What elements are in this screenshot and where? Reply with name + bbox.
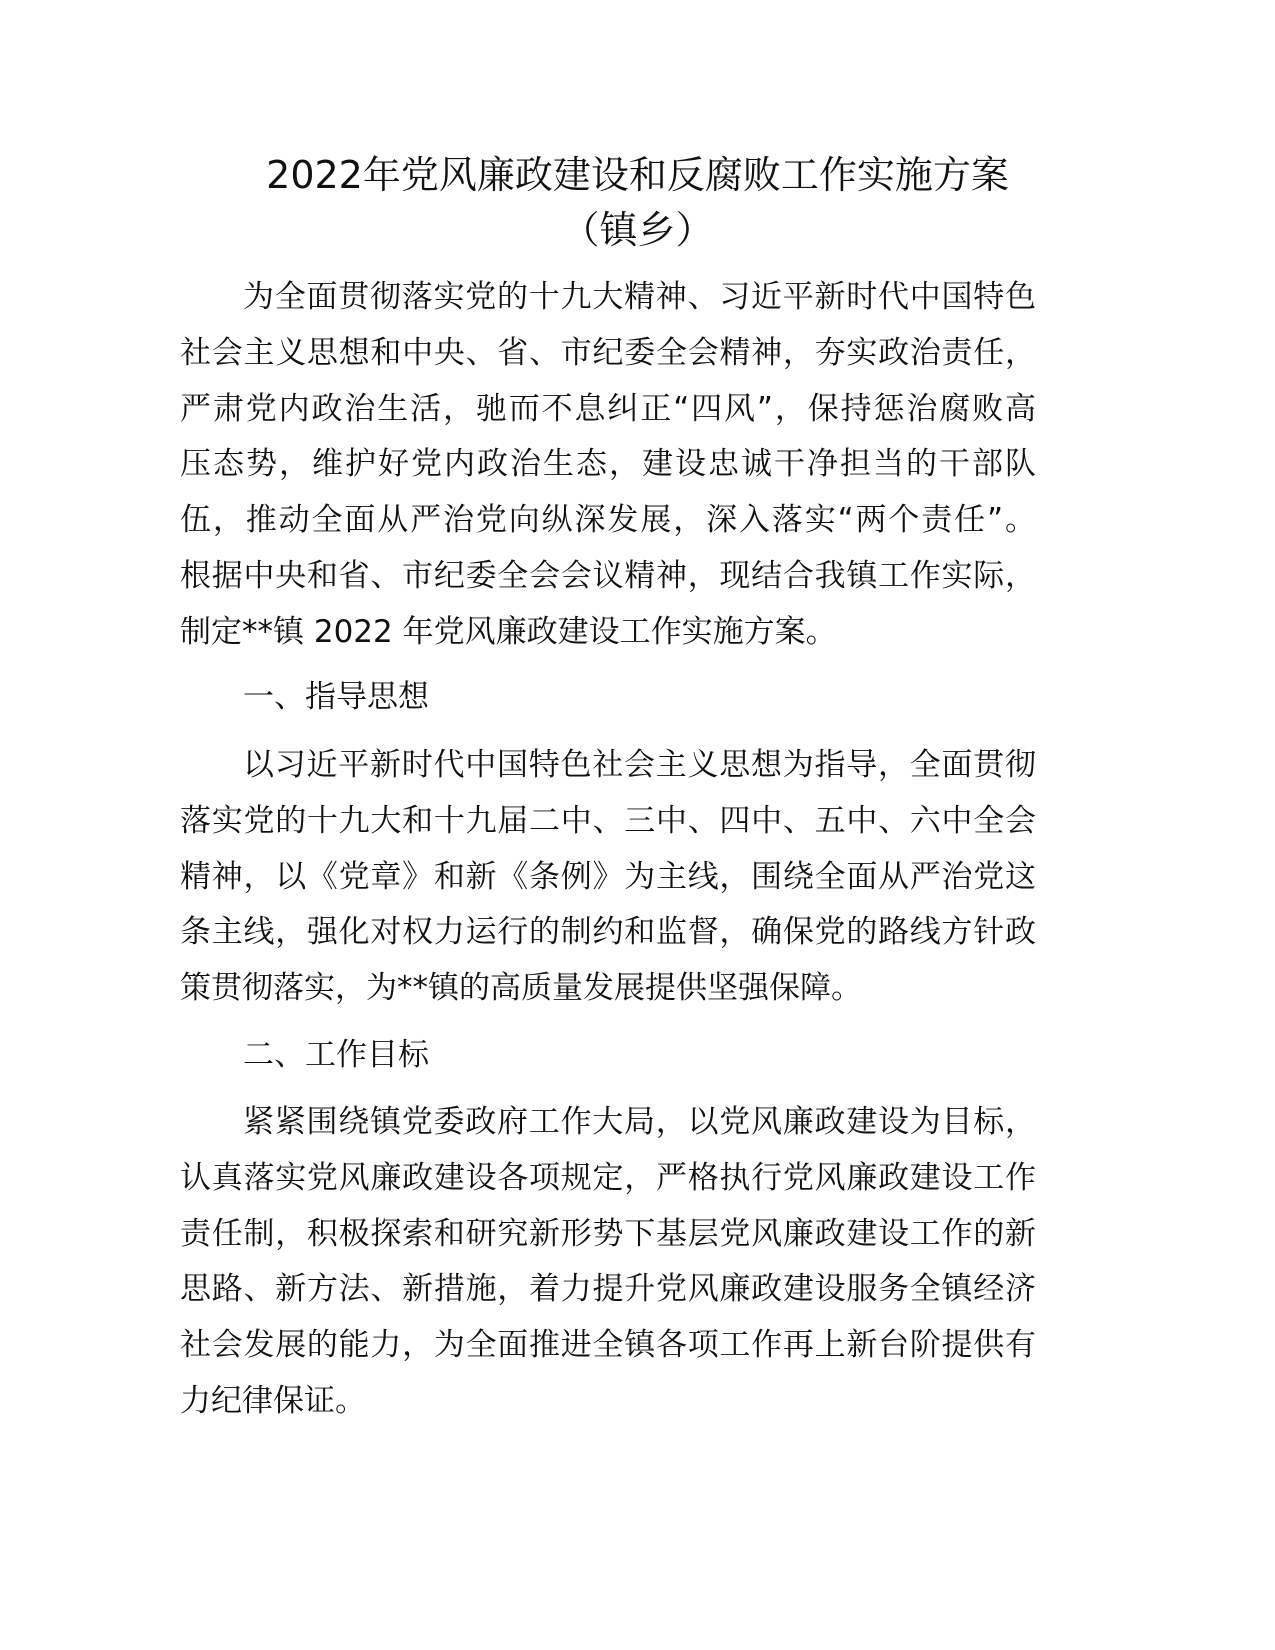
text-line: 社会发展的能力，为全面推进全镇各项工作再上新台阶提供有 — [180, 1327, 1036, 1364]
section-heading-1: 一、指导思想 — [243, 679, 429, 715]
document-title: 2022年党风廉政建设和反腐败工作实施方案 — [266, 153, 1009, 197]
paragraph-3 — [180, 1095, 1036, 1430]
text-line: 策贯彻落实，为**镇的高质量发展提供坚强保障。 — [180, 970, 862, 1007]
text-line: 以习近平新时代中国特色社会主义思想为指导，全面贯彻 — [243, 747, 1036, 783]
text-line: 伍，推动全面从严治党向纵深发展，深入落实“两个责任”。 — [180, 502, 1036, 539]
text-line: 思路、新方法、新措施，着力提升党风廉政建设服务全镇经济 — [180, 1271, 1036, 1308]
text-line: 压态势，维护好党内政治生态，建设忠诚干净担当的干部队 — [180, 446, 1036, 483]
text-line: 力纪律保证。 — [180, 1382, 366, 1419]
paragraph-1 — [180, 270, 1036, 661]
text-line: 条主线，强化对权力运行的制约和监督，确保党的路线方针政 — [180, 914, 1036, 951]
text-line: 根据中央和省、市纪委全会会议精神，现结合我镇工作实际， — [180, 557, 1036, 594]
text-line: 社会主义思想和中央、省、市纪委全会精神，夯实政治责任， — [180, 334, 1036, 371]
text-line: 严肃党内政治生活，驰而不息纠正“四风”，保持惩治腐败高 — [180, 390, 1036, 427]
text-line: 落实党的十九大和十九届二中、三中、四中、五中、六中全会 — [180, 802, 1036, 839]
text-line: 制定**镇 2022 年党风廉政建设工作实施方案。 — [180, 613, 837, 650]
text-line: 紧紧围绕镇党委政府工作大局，以党风廉政建设为目标， — [243, 1104, 1036, 1140]
paragraph-2 — [180, 738, 1036, 1017]
section-heading-2: 二、工作目标 — [243, 1037, 429, 1073]
text-line: 责任制，积极探索和研究新形势下基层党风廉政建设工作的新 — [180, 1215, 1036, 1252]
text-line: 为全面贯彻落实党的十九大精神、习近平新时代中国特色 — [243, 279, 1036, 315]
text-line: 精神，以《党章》和新《条例》为主线，围绕全面从严治党这 — [180, 858, 1036, 895]
document-subtitle: （镇乡） — [561, 208, 714, 252]
text-line: 认真落实党风廉政建设各项规定，严格执行党风廉政建设工作 — [180, 1159, 1036, 1196]
